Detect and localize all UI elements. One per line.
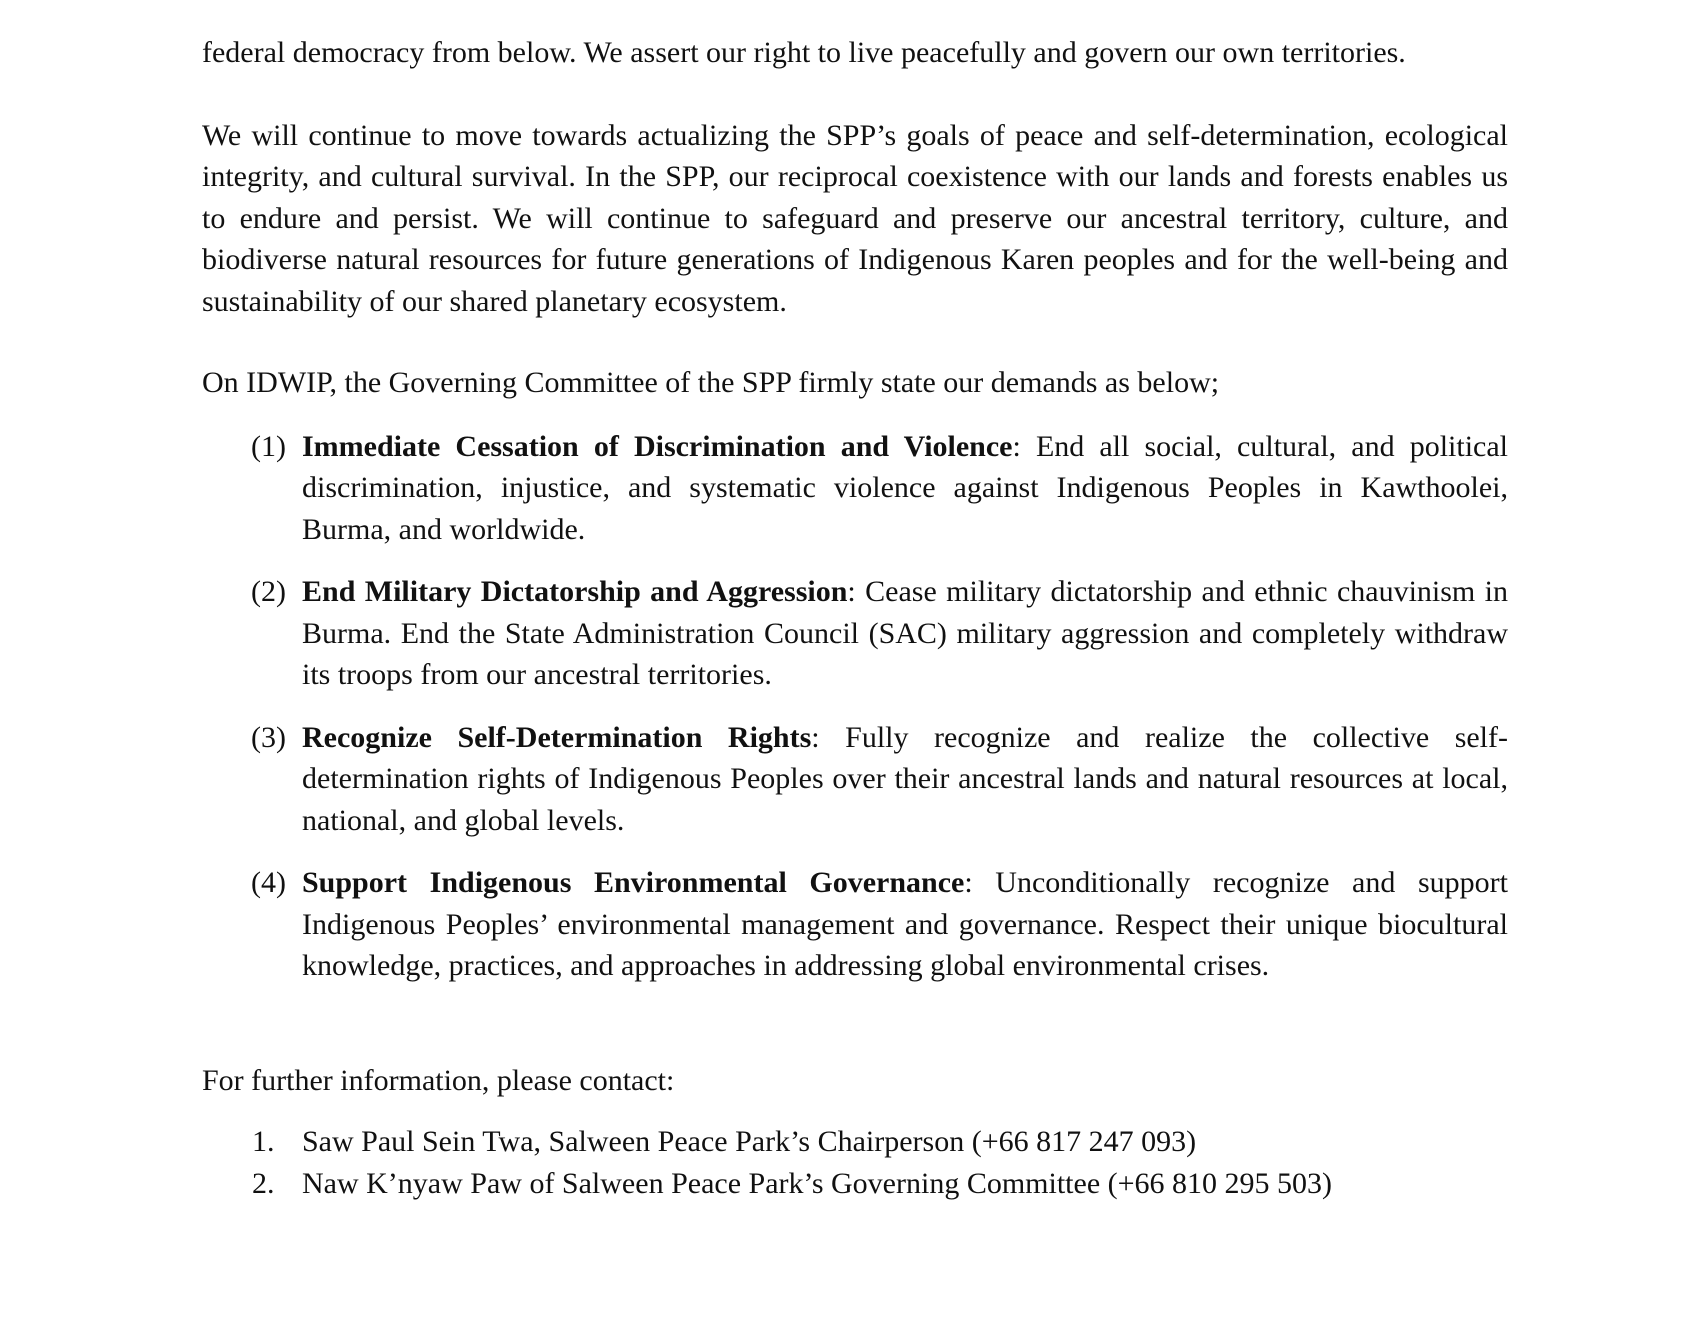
- contact-list: [202, 1121, 1508, 1204]
- demand-title: End Military Dictatorship and Aggression: [302, 575, 848, 608]
- demand-text: : Fully recognize and realize the collective self-determination rights of Indigenous Peoples over their ancestral lands and natural resources at local, national, and global levels.: [302, 720, 1508, 837]
- demand-item-1: [202, 426, 1508, 551]
- demand-text: : Unconditionally recognize and support Indigenous Peoples’ environmental management and governance. Respect their unique biocultural knowledge, practices, and approaches in addressing global environmental crises.: [302, 866, 1508, 982]
- contact-heading: For further information, please contact:: [202, 1063, 675, 1097]
- demand-title: Immediate Cessation of Discrimination and Violence: [302, 429, 1013, 463]
- contact-text: Saw Paul Sein Twa, Salween Peace Park’s Chairperson (+66 817 247 093): [302, 1125, 1197, 1158]
- contact-number: 2.: [252, 1166, 275, 1200]
- demand-title: Support Indigenous Environmental Governance: [302, 866, 965, 899]
- demand-item-3: [202, 717, 1508, 842]
- contact-item-2: [202, 1163, 1508, 1205]
- demand-number: (1): [251, 429, 286, 463]
- demand-text: : Cease military dictatorship and ethnic chauvinism in Burma. End the State Administration Council (SAC) military aggression and completely withdraw its troops from our ancestral territories.: [302, 575, 1508, 691]
- intro-paragraph-2: We will continue to move towards actualizing the SPP’s goals of peace and self-determination, ecological integrity, and cultural survival. In the SPP, our reciprocal coexistence with our lands and forests enables us to endure and persist. We will continue to safeguard and preserve our ancestral territory, culture, and biodiverse natural resources for future generations of Indigenous Karen peoples and for the well-being and sustainability of our shared planetary ecosystem.: [202, 118, 1508, 318]
- demands-list: [202, 426, 1508, 987]
- demand-item-4: [202, 862, 1508, 987]
- contact-text: Naw K’nyaw Paw of Salween Peace Park’s Governing Committee (+66 810 295 503): [302, 1166, 1333, 1200]
- document-page: [202, 32, 1508, 1204]
- contact-item-1: [202, 1121, 1508, 1163]
- contact-number: 1.: [252, 1125, 275, 1158]
- demand-title: Recognize Self-Determination Rights: [302, 720, 812, 754]
- demands-intro-paragraph: On IDWIP, the Governing Committee of the SPP firmly state our demands as below;: [202, 366, 1220, 399]
- demand-number: (3): [251, 720, 286, 754]
- demand-item-2: [202, 571, 1508, 696]
- demand-number: (2): [251, 575, 286, 608]
- demand-text: : End all social, cultural, and political discrimination, injustice, and systematic violence against Indigenous Peoples in Kawthoolei, Burma, and worldwide.: [302, 429, 1508, 546]
- demand-number: (4): [251, 866, 286, 899]
- intro-paragraph-1: federal democracy from below. We assert our right to live peacefully and govern our own territories.: [202, 36, 1406, 69]
